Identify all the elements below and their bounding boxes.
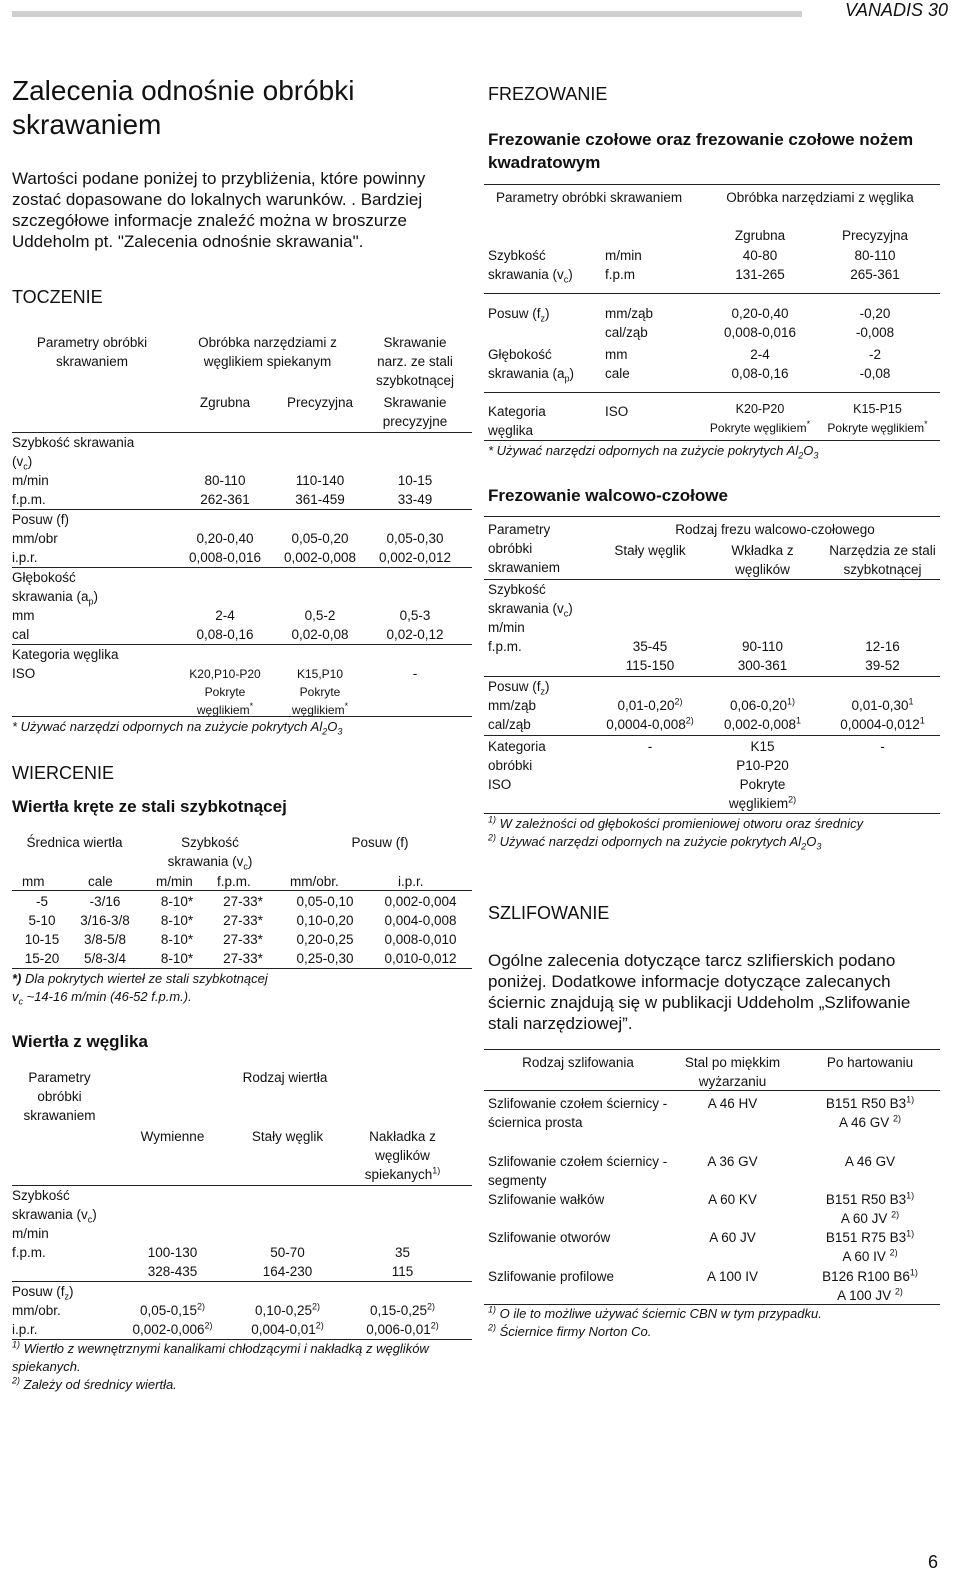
speed-label (12, 1186, 97, 1262)
cell-text: A 60 IV $^{2)}$ (842, 1247, 898, 1264)
header-text: węglików (735, 562, 790, 577)
title-line-1: Zalecenia odnośnie obróbki (12, 75, 355, 106)
table-cell: - (647, 739, 653, 754)
table-cell: 0,20-0,25 (296, 932, 354, 947)
table-cell: 27-33* (223, 932, 263, 947)
table-cell: 0,06-0,20$^{1)}$ (729, 696, 796, 713)
header-solid-carbide: Stały węglik (251, 1129, 324, 1144)
grinding-type (488, 1152, 667, 1190)
label-text: mm/obr. (12, 1303, 61, 1318)
table-cell: 0,25-0,30 (296, 951, 354, 966)
header-hss (815, 541, 950, 579)
unit-label: mm (12, 608, 35, 623)
divider (12, 968, 472, 969)
table-cell: Pokryte węglikiem* (827, 419, 928, 435)
end-milling-notes (488, 815, 863, 851)
table-cell: 3/16-3/8 (80, 913, 130, 928)
header-text: skrawaniem (488, 560, 561, 575)
cell-text: B151 R75 B3$^{1)}$ (825, 1228, 915, 1245)
table-cell: 8-10* (160, 894, 194, 909)
table-cell: 0,08-0,16 (731, 366, 789, 381)
divider (484, 184, 940, 185)
table-cell: 3/8-5/8 (83, 932, 127, 947)
unit-header: cale (88, 874, 113, 889)
unit-label: ISO (12, 666, 36, 681)
label-text: skrawania $(v_c)$ (488, 601, 573, 619)
table-cell: 0,20-0,40 (731, 306, 789, 321)
speed-label (12, 433, 134, 471)
header-text: węglikiem spiekanym (203, 354, 332, 369)
header-drill-type: Rodzaj wiertła (242, 1070, 328, 1085)
unit-header: m/min (156, 874, 193, 889)
cell-text: B126 R100 B6$^{1)}$ (822, 1267, 918, 1284)
table-cell: 90-110 (741, 639, 784, 654)
cell-text: B151 R50 B3$^{1)}$ (825, 1190, 915, 1207)
header-param (12, 1068, 107, 1125)
grinding-type: Szlifowanie profilowe (488, 1269, 615, 1284)
table-cell: 0,10-0,20 (296, 913, 354, 928)
table-cell: 35-45 (632, 639, 668, 654)
header-text: wyżarzaniu (698, 1074, 767, 1089)
table-cell (800, 1228, 940, 1266)
header-text: Parametry obróbki (36, 335, 148, 350)
grade-insert (705, 737, 820, 813)
table-cell: 164-230 (262, 1264, 313, 1279)
unit-header: i.p.r. (398, 874, 424, 889)
unit-label: mm (605, 347, 628, 362)
table-cell: 12-16 (865, 639, 900, 654)
table-cell: K20-P20 (735, 402, 785, 416)
label-text: obróbki (488, 758, 533, 773)
header-text: obróbki (488, 541, 533, 556)
header-text: szybkotnącej (843, 562, 922, 577)
header-diameter: Średnica wiertła (26, 835, 123, 850)
table-cell: 39-52 (865, 658, 900, 673)
divider (484, 1090, 940, 1091)
label-text: $(v_c)$ (12, 454, 33, 472)
table-cell: 0,01-0,20$^{2)}$ (617, 696, 683, 713)
header-hss-fine (360, 393, 470, 431)
subsection-title-hss: Wiertła kręte ze stali szybkotnącej (12, 797, 287, 816)
header-text: narz. ze stali (377, 354, 453, 369)
note-line: $^{2)}$ Ściernice firmy Norton Co. (488, 1322, 652, 1339)
table-cell: 15-20 (24, 951, 60, 966)
subtitle-line: Frezowanie czołowe oraz frezowanie czołowe nożem (488, 130, 914, 149)
table-cell: 10-15 (397, 473, 433, 488)
row-label: węglika (488, 423, 534, 438)
subsection-end-milling: Frezowanie walcowo-czołowe (488, 486, 728, 505)
note-line: $v_c$ ~14-16 m/min (46-52 f.p.m.). (12, 989, 192, 1007)
header-text: Obróbka narzędziami z (198, 335, 337, 350)
header-carbide: Obróbka narzędziami z węglika (726, 190, 914, 205)
header-carbide (160, 333, 375, 371)
cell-text: Pokryte (299, 685, 341, 699)
table-cell: - (412, 666, 418, 681)
table-cell (800, 1094, 940, 1132)
table-cell: 0,01-0,30$^1$ (851, 696, 914, 713)
table-cell: 80-110 (204, 473, 246, 488)
table-cell: 0,002-0,004 (384, 894, 457, 909)
table-cell: 262-361 (200, 492, 250, 507)
header-brazed (350, 1127, 455, 1184)
table-cell: 300-361 (737, 658, 788, 673)
table-cell: 0,006-0,01$^{2)}$ (366, 1320, 439, 1337)
table-cell: A 60 KV (708, 1192, 757, 1207)
cell-text: P10-P20 (736, 758, 789, 773)
label-text: cal/ząb (488, 717, 531, 732)
table-cell: 33-49 (397, 492, 433, 507)
intro-line: Uddeholm pt. "Zalecenia odnośnie skrawania". (12, 232, 364, 251)
label-text: ISO (488, 777, 512, 792)
table-cell: 0,05-0,10 (296, 894, 354, 909)
label-text: skrawania $(a_p)$ (12, 589, 99, 607)
table-cell: -0,08 (859, 366, 891, 381)
note-line: spiekanych. (12, 1359, 81, 1374)
divider (12, 509, 472, 510)
cell-text: ściernica prosta (488, 1115, 583, 1130)
cell-text: A 100 JV $^{2)}$ (837, 1286, 903, 1303)
face-milling-footnote: * Używać narzędzi odpornych na zużycie pokrytych $Al_2O_3$ (488, 443, 819, 461)
table-cell: 27-33* (223, 913, 263, 928)
grade-label (488, 737, 546, 794)
header-feed: Posuw (f) (351, 835, 409, 850)
table-cell: K15-P15 (853, 402, 902, 416)
divider (484, 392, 940, 393)
table-cell: 0,08-0,16 (196, 627, 254, 642)
cell-text: węglikiem* (291, 701, 349, 717)
table-cell: 0,10-0,25$^{2)}$ (254, 1301, 321, 1318)
header-grinding-type: Rodzaj szlifowania (522, 1055, 634, 1070)
header-rough: Zgrubna (734, 228, 786, 243)
header-text: Szybkość (181, 835, 239, 850)
cell-text: A 60 JV $^{2)}$ (840, 1209, 900, 1226)
table-cell: 2-4 (215, 608, 235, 623)
table-cell: 361-459 (295, 492, 345, 507)
speed-label (488, 580, 573, 656)
header-annealed (670, 1053, 795, 1091)
cell-text: Szlifowanie czołem ściernicy - (488, 1096, 668, 1111)
cell-text: K20,P10-P20 (189, 667, 261, 681)
unit-label: i.p.r. (12, 550, 38, 565)
feed-label: Posuw (f) (12, 512, 70, 527)
note-line: $^{1)}$ W zależności od głębokości promieniowej otworu oraz średnicy (488, 814, 864, 831)
divider (484, 676, 940, 677)
header-text: precyzyjne (382, 414, 448, 429)
header-text: Parametry (488, 522, 551, 537)
intro-line: ściernic znajdują się w publikacji Uddeholm „Szlifowanie (488, 993, 911, 1012)
row-label: Szybkość (488, 248, 546, 263)
cell-text: K15,P10 (296, 667, 344, 681)
cell-text: węglikiem$^{2)}$ (728, 794, 797, 811)
header-hss (360, 333, 470, 390)
header-solid-carbide: Stały węglik (614, 543, 686, 558)
table-cell: 0,02-0,12 (386, 627, 444, 642)
page-title (12, 74, 354, 142)
table-cell: -3/16 (89, 894, 121, 909)
header-text: skrawaniem (55, 354, 129, 369)
header-text: Nakładka z (369, 1129, 436, 1144)
divider (12, 890, 472, 891)
row-label: Posuw $(f_z)$ (488, 306, 550, 324)
table-cell: 0,05-0,30 (386, 531, 444, 546)
unit-label: cale (605, 366, 630, 381)
table-cell: 0,15-0,25$^{2)}$ (369, 1301, 436, 1318)
label-text: Szybkość (488, 582, 546, 597)
unit-label: m/min (12, 473, 49, 488)
label-text: m/min (12, 1226, 49, 1241)
unit-label: m/min (605, 248, 642, 263)
table-cell: 0,5-3 (399, 608, 431, 623)
table-cell: 0,05-0,15$^{2)}$ (139, 1301, 206, 1318)
header-indexable: Wymienne (140, 1129, 205, 1144)
table-cell: A 36 GV (707, 1154, 758, 1169)
brand-name: VANADIS 30 (844, 0, 948, 20)
header-text: Skrawanie (383, 335, 447, 350)
section-title-szlifowanie: SZLIFOWANIE (488, 903, 610, 923)
header-cutter-type: Rodzaj frezu walcowo-czołowego (675, 522, 875, 537)
table-cell: 0,02-0,08 (291, 627, 349, 642)
table-cell: 100-130 (147, 1245, 198, 1260)
divider (484, 516, 940, 517)
table-cell: 0,0004-0,008$^{2)}$ (606, 715, 694, 732)
label-text: Kategoria (488, 739, 546, 754)
table-cell: 110-140 (295, 473, 345, 488)
cell-text: K15 (750, 739, 775, 754)
label-text: Głębokość (12, 570, 76, 585)
header-insert (705, 541, 820, 579)
unit-label: cal (12, 627, 30, 642)
table-cell: 0,0004-0,012$^1$ (840, 715, 925, 732)
table-cell: 80-110 (854, 248, 896, 263)
intro-line: stali narzędziowej”. (488, 1014, 633, 1033)
label-text: f.p.m. (12, 1245, 46, 1260)
divider (484, 813, 940, 814)
note-line: $^{1)}$ O ile to możliwe używać ściernic CBN w tym przypadku. (488, 1304, 822, 1321)
header-text: obróbki (37, 1089, 82, 1104)
divider (484, 735, 940, 736)
table-cell: A 46 GV (844, 1154, 896, 1169)
note-line: $^{2)}$ Używać narzędzi odpornych na zużycie pokrytych $Al_2O_3$ (488, 832, 822, 852)
table-cell: 0,05-0,20 (291, 531, 349, 546)
header-text: Parametry (28, 1070, 91, 1085)
cell-text: B151 R50 B3$^{1)}$ (825, 1094, 915, 1111)
unit-header: f.p.m. (217, 874, 251, 889)
cell-text: Pokryte (739, 777, 786, 792)
table-cell: A 60 JV (709, 1230, 756, 1245)
note-line: $^{1)}$ Wiertło z wewnętrznymi kanalikami chłodzącymi i nakładką z węglików (12, 1339, 429, 1356)
table-cell (800, 1267, 940, 1305)
table-cell: 27-33* (223, 894, 263, 909)
intro-line: zostać dopasowane do lokalnych warunków. . Bardziej (12, 190, 423, 209)
grinding-type (488, 1094, 667, 1132)
header-text: szybkotnącej (375, 373, 455, 388)
subsection-title-carbide: Wiertła z węglika (12, 1032, 148, 1051)
label-text: skrawania $(v_c)$ (12, 1207, 97, 1225)
table-cell: 0,004-0,008 (384, 913, 457, 928)
divider (484, 293, 940, 294)
table-cell: 0,5-2 (304, 608, 336, 623)
row-label: Głębokość (488, 347, 552, 362)
label-text: Szybkość (12, 1188, 70, 1203)
label-text: Posuw $(f_z)$ (12, 1284, 74, 1302)
intro-text (12, 168, 425, 252)
header-text: Skrawanie (383, 395, 447, 410)
intro-line: Wartości podane poniżej to przybliżenia, które powinny (12, 169, 426, 188)
unit-label: f.p.m. (12, 492, 46, 507)
header-text: spiekanych$^{1)}$ (364, 1165, 441, 1182)
cell-text: węglikiem* (196, 701, 254, 717)
label-text: i.p.r. (12, 1322, 38, 1337)
row-label: skrawania $(v_c)$ (488, 267, 573, 285)
table-cell: -0,008 (855, 325, 895, 340)
turning-footnote: * Używać narzędzi odpornych na zużycie pokrytych $Al_2O_3$ (12, 719, 343, 737)
cell-text: segmenty (488, 1173, 547, 1188)
unit-label: mm/ząb (605, 306, 654, 321)
table-cell: 0,008-0,016 (188, 550, 262, 565)
grinding-type: Szlifowanie otworów (488, 1230, 611, 1245)
table-cell: 328-435 (147, 1264, 198, 1279)
table-cell: 40-80 (742, 248, 778, 263)
table-cell: 0,002-0,008$^1$ (723, 715, 802, 732)
table-cell: 131-265 (735, 267, 785, 282)
unit-label: f.p.m (605, 267, 636, 282)
header-text: skrawania $(v_c)$ (167, 854, 253, 872)
table-cell: Pokryte węglikiem* (709, 419, 811, 435)
divider (12, 1281, 472, 1282)
intro-line: Ogólne zalecenia dotyczące tarcz szlifierskich podano (488, 951, 896, 970)
section-title-frezowanie: FREZOWANIE (488, 84, 608, 104)
unit-label: cal/ząb (605, 325, 648, 340)
label-text: Posuw $(f_z)$ (488, 679, 550, 697)
table-cell: 5-10 (28, 913, 56, 928)
divider (12, 716, 472, 717)
table-cell: -0,20 (859, 306, 891, 321)
header-speed (150, 833, 270, 871)
note-line: *) Dla pokrytych wierteł ze stali szybkotnącej (12, 971, 268, 986)
table-cell: 8-10* (160, 932, 194, 947)
section-title-wiercenie: WIERCENIE (12, 763, 115, 783)
table-cell (800, 1190, 940, 1228)
header-fine: Precyzyjna (286, 395, 354, 410)
page-number: 6 (927, 1552, 938, 1572)
table-cell: 8-10* (160, 951, 194, 966)
header-param: Parametry obróbki skrawaniem (496, 190, 683, 205)
table-cell: 2-4 (750, 347, 770, 362)
header-fine: Precyzyjna (841, 228, 909, 243)
unit-label: ISO (605, 404, 629, 419)
note-line: $^{2)}$ Zależy od średnicy wiertła. (12, 1375, 177, 1392)
header-bar (12, 11, 802, 17)
header-text: skrawaniem (23, 1108, 96, 1123)
label-text: m/min (488, 620, 525, 635)
header-text: Stal po miękkim (684, 1055, 781, 1070)
grade-label: Kategoria węglika (12, 647, 119, 662)
table-cell: 265-361 (850, 267, 900, 282)
table-cell: 0,20-0,40 (196, 531, 254, 546)
grinding-type: Szlifowanie wałków (488, 1192, 605, 1207)
section-title-toczenie: TOCZENIE (12, 287, 103, 307)
unit-header: mm (22, 874, 45, 889)
table-cell: 10-15 (24, 932, 60, 947)
unit-label: mm/obr (12, 531, 58, 546)
table-cell: 0,010-0,012 (384, 951, 457, 966)
title-line-2: skrawaniem (12, 109, 162, 140)
label-text: f.p.m. (488, 639, 522, 654)
divider (484, 440, 940, 441)
grinding-notes (488, 1305, 822, 1341)
table-cell: 50-70 (270, 1245, 305, 1260)
header-param (488, 520, 560, 577)
table-cell: -5 (35, 894, 48, 909)
subsection-face-milling (488, 128, 913, 174)
cell-text: Pokryte (204, 685, 246, 699)
unit-header: mm/obr. (290, 874, 339, 889)
header-text: Wkładka z (731, 543, 794, 558)
intro-line: szczegółowe informacje znaleźć można w broszurze (12, 211, 407, 230)
table-cell: -2 (868, 347, 881, 362)
table-cell: 0,008-0,010 (384, 932, 457, 947)
table-cell: 27-33* (223, 951, 263, 966)
table-cell: 0,004-0,01$^{2)}$ (251, 1320, 324, 1337)
feed-label (488, 677, 550, 734)
header-param (12, 333, 172, 371)
table-cell: 115-150 (625, 658, 675, 673)
cell-text: A 46 GV $^{2)}$ (838, 1113, 902, 1130)
feed-label (12, 1282, 74, 1339)
label-text: Szybkość skrawania (12, 435, 135, 450)
divider (484, 1049, 940, 1050)
table-cell: 0,002-0,006$^{2)}$ (132, 1320, 213, 1337)
label-text: mm/ząb (488, 698, 537, 713)
table-cell: 0,002-0,008 (283, 550, 357, 565)
table-cell: 0,002-0,012 (378, 550, 452, 565)
table-cell: - (880, 739, 885, 754)
depth-label (12, 568, 98, 606)
header-text: węglików (375, 1148, 430, 1163)
table-cell: 35 (394, 1245, 411, 1260)
table-cell: 0,008-0,016 (723, 325, 797, 340)
table-cell: A 100 IV (706, 1269, 759, 1284)
header-rough: Zgrubna (199, 395, 251, 410)
table-cell: 115 (391, 1264, 414, 1279)
table-cell: 8-10* (160, 913, 194, 928)
carbide-notes (12, 1340, 429, 1394)
row-label: Kategoria (488, 404, 546, 419)
table-cell: A 46 HV (707, 1096, 758, 1111)
header-hardened: Po hartowaniu (826, 1055, 914, 1070)
hss-note (12, 970, 268, 1006)
header-text: Narzędzia ze stali (829, 543, 936, 558)
table-cell: 5/8-3/4 (83, 951, 127, 966)
cell-text: Szlifowanie czołem ściernicy - (488, 1154, 668, 1169)
grinding-intro (488, 950, 910, 1034)
intro-line: poniżej. Dodatkowe informacje dotyczące zalecanych (488, 972, 891, 991)
subtitle-line: kwadratowym (488, 153, 601, 172)
row-label: skrawania $(a_p)$ (488, 366, 575, 384)
